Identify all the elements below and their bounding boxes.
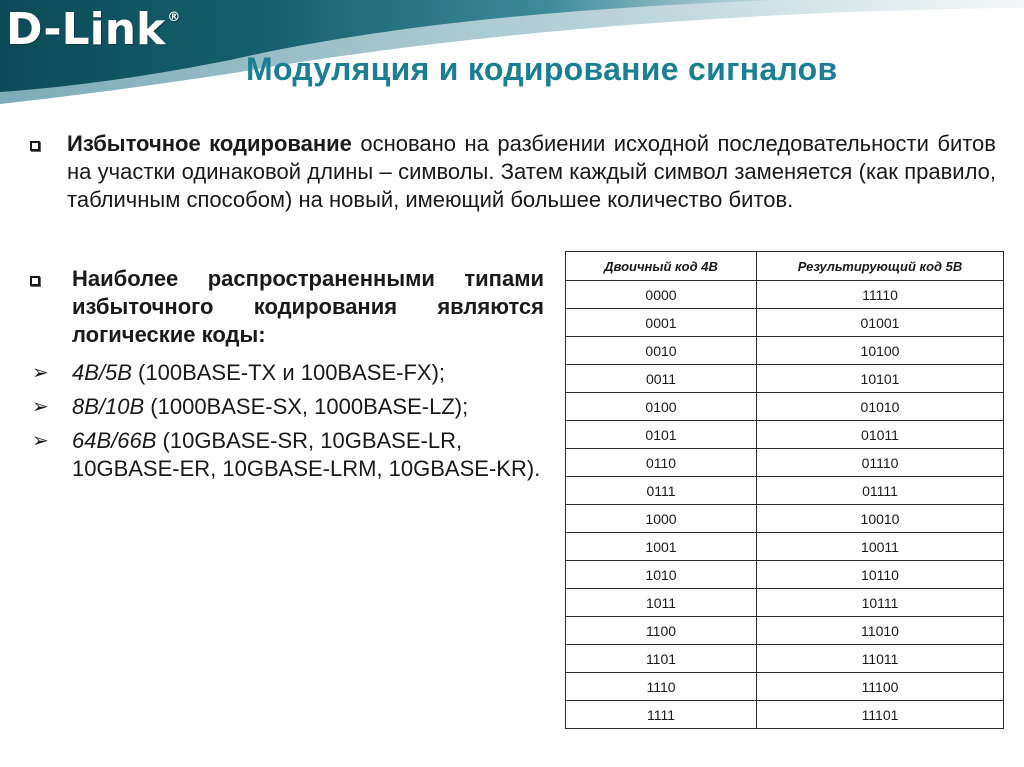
cell-4b-code: 1001 <box>566 533 757 561</box>
cell-4b-code: 0101 <box>566 421 757 449</box>
table-row <box>566 421 1004 449</box>
arrow-bullet-icon: ➢ <box>32 430 49 452</box>
cell-4b-code: 1111 <box>566 701 757 729</box>
column-header-5b: Результирующий код 5B <box>757 252 1004 281</box>
cell-4b-code: 0011 <box>566 365 757 393</box>
cell-4b-code: 0010 <box>566 337 757 365</box>
list-item: ➢ 64B/66B (10GBASE-SR, 10GBASE-LR, 10GBASE-ER, 10GBASE-LRM, 10GBASE-KR). <box>32 428 541 481</box>
cell-4b-code: 1010 <box>566 561 757 589</box>
table-row <box>566 337 1004 365</box>
arrow-bullet-icon: ➢ <box>32 362 49 384</box>
cell-4b-code: 1110 <box>566 673 757 701</box>
table-row <box>566 589 1004 617</box>
cell-4b-code: 0001 <box>566 309 757 337</box>
code-table <box>565 251 1004 729</box>
cell-5b-code: 10011 <box>757 533 1004 561</box>
cell-4b-code: 1000 <box>566 505 757 533</box>
cell-5b-code: 10111 <box>757 589 1004 617</box>
cell-5b-code: 11010 <box>757 617 1004 645</box>
checkbox-bullet-icon <box>30 276 40 286</box>
cell-4b-code: 0100 <box>566 393 757 421</box>
cell-4b-code: 1101 <box>566 645 757 673</box>
cell-5b-code: 10010 <box>757 505 1004 533</box>
d-link-logo: D-Link ® <box>6 4 181 55</box>
cell-4b-code: 1100 <box>566 617 757 645</box>
column-header-4b: Двоичный код 4B <box>566 252 757 281</box>
cell-5b-code: 01011 <box>757 421 1004 449</box>
cell-5b-code: 11110 <box>757 281 1004 309</box>
table-row <box>566 365 1004 393</box>
table-row <box>566 673 1004 701</box>
checkbox-bullet-icon <box>30 141 40 151</box>
cell-5b-code: 01010 <box>757 393 1004 421</box>
intro-paragraph <box>28 130 996 214</box>
table-row <box>566 393 1004 421</box>
cell-5b-code: 01110 <box>757 449 1004 477</box>
table-row <box>566 505 1004 533</box>
table-row <box>566 477 1004 505</box>
section-heading: Наиболее распространенными типами избыточного кодирования являются логические коды: <box>72 266 544 347</box>
cell-5b-code: 11011 <box>757 645 1004 673</box>
slide-title: Модуляция и кодирование сигналов <box>246 51 838 87</box>
table-row <box>566 617 1004 645</box>
list-item: ➢ 4B/5B (100BASE-TX и 100BASE-FX); <box>32 360 446 385</box>
table-row <box>566 645 1004 673</box>
table-row <box>566 281 1004 309</box>
table-header-row <box>566 252 1004 281</box>
list-item: ➢ 8B/10B (1000BASE-SX, 1000BASE-LZ); <box>32 394 469 419</box>
cell-5b-code: 10100 <box>757 337 1004 365</box>
table-row <box>566 701 1004 729</box>
cell-5b-code: 10110 <box>757 561 1004 589</box>
cell-4b-code: 1011 <box>566 589 757 617</box>
table-row <box>566 449 1004 477</box>
cell-4b-code: 0000 <box>566 281 757 309</box>
arrow-bullet-icon: ➢ <box>32 396 49 418</box>
cell-4b-code: 0111 <box>566 477 757 505</box>
intro-term: Избыточное кодирование <box>67 131 352 156</box>
cell-5b-code: 01111 <box>757 477 1004 505</box>
logical-codes-section <box>28 265 544 489</box>
table-row <box>566 561 1004 589</box>
cell-5b-code: 11101 <box>757 701 1004 729</box>
intro-text: основано на разбиении исходной последовательности битов на участки одинаковой длины – символы. Затем каждый символ заменяется (как правило, табличным способом) на новый, имеющий большее количество битов. <box>67 131 996 212</box>
table-row <box>566 309 1004 337</box>
table-row <box>566 533 1004 561</box>
cell-5b-code: 10101 <box>757 365 1004 393</box>
cell-4b-code: 0110 <box>566 449 757 477</box>
cell-5b-code: 01001 <box>757 309 1004 337</box>
cell-5b-code: 11100 <box>757 673 1004 701</box>
